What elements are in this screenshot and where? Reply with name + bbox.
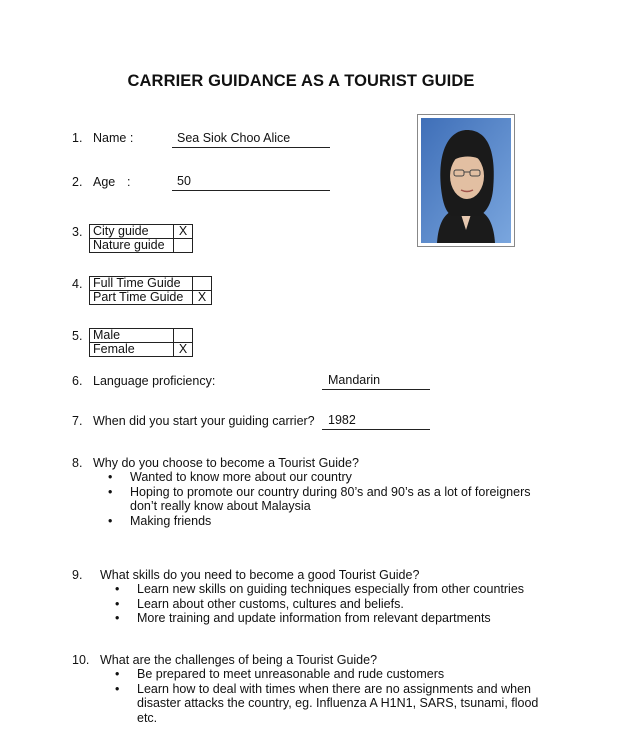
option-row (90, 329, 193, 343)
q2-colon: : (127, 175, 131, 189)
q7-number: 7. (72, 414, 83, 428)
guide-type-table (89, 224, 193, 253)
bullet-icon: • (115, 681, 120, 696)
q5-number: 5. (72, 329, 83, 343)
option-checkbox[interactable] (193, 277, 212, 291)
q6-label: Language proficiency: (93, 374, 216, 388)
q1-number: 1. (72, 131, 83, 145)
list-item-continuation: etc. (137, 710, 158, 725)
list-item: • More training and update information from relevant departments (115, 611, 491, 625)
language-value: Mandarin (328, 373, 381, 387)
list-item: • Wanted to know more about our country (108, 470, 352, 484)
age-value: 50 (177, 174, 191, 188)
list-item: • Learn how to deal with times when there are no assignments and when (115, 681, 531, 696)
gender-table (89, 328, 193, 357)
option-checkbox[interactable]: X (174, 225, 193, 239)
start-year-value: 1982 (328, 413, 356, 427)
q7-label: When did you start your guiding carrier? (93, 414, 315, 428)
option-checkbox[interactable] (174, 239, 193, 253)
option-checkbox[interactable]: X (193, 291, 212, 305)
list-item: • Hoping to promote our country during 80’s and 90’s as a lot of foreigners (108, 484, 531, 499)
option-row (90, 277, 212, 291)
q1-label: Name : (93, 131, 134, 145)
q4-number: 4. (72, 277, 83, 291)
employment-type-table (89, 276, 212, 305)
list-item: • Making friends (108, 513, 212, 528)
q2-label: Age (93, 175, 116, 189)
bullet-icon: • (108, 470, 113, 484)
option-row (90, 225, 193, 239)
q3-number: 3. (72, 225, 83, 239)
option-checkbox[interactable] (174, 329, 193, 343)
option-row (90, 291, 212, 305)
list-item: • Learn new skills on guiding techniques especially from other countries (115, 582, 525, 596)
portrait-photo-icon (421, 118, 511, 243)
language-field[interactable] (322, 373, 430, 390)
option-label: Nature guide (90, 239, 174, 253)
bullet-icon: • (115, 611, 120, 625)
name-value: Sea Siok Choo Alice (177, 131, 291, 145)
bullet-icon: • (108, 484, 113, 499)
name-field[interactable] (172, 131, 330, 148)
bullet-icon: • (115, 582, 120, 596)
bullet-icon: • (115, 667, 120, 681)
bullet-icon: • (115, 596, 120, 611)
portrait-photo (417, 114, 515, 247)
option-label: Full Time Guide (90, 277, 193, 291)
option-label: Female (90, 343, 174, 357)
q6-number: 6. (72, 374, 83, 388)
list-item-continuation: don’t really know about Malaysia (130, 499, 311, 513)
q8-question: Why do you choose to become a Tourist Guide? (93, 456, 359, 470)
q10-question: What are the challenges of being a Tourist Guide? (100, 653, 378, 667)
bullet-icon: • (108, 513, 113, 528)
option-label: City guide (90, 225, 174, 239)
document-title: CARRIER GUIDANCE AS A TOURIST GUIDE (127, 72, 475, 90)
option-label: Part Time Guide (90, 291, 193, 305)
list-item-continuation: disaster attacks the country, eg. Influenza A H1N1, SARS, tsunami, flood (137, 696, 539, 710)
age-field[interactable] (172, 174, 330, 191)
list-item: • Learn about other customs, cultures and beliefs. (115, 596, 404, 611)
option-checkbox[interactable]: X (174, 343, 193, 357)
list-item: • Be prepared to meet unreasonable and rude customers (115, 667, 445, 681)
option-label: Male (90, 329, 174, 343)
option-row (90, 343, 193, 357)
q8-number: 8. (72, 456, 83, 470)
q9-number: 9. (72, 568, 83, 582)
q10-number: 10. (72, 653, 90, 667)
q2-number: 2. (72, 175, 83, 189)
q9-question: What skills do you need to become a good Tourist Guide? (100, 568, 420, 582)
option-row (90, 239, 193, 253)
q9-answer-list (115, 582, 547, 626)
q8-answer-list (108, 470, 540, 528)
start-year-field[interactable] (322, 413, 430, 430)
q10-answer-list (115, 667, 547, 725)
